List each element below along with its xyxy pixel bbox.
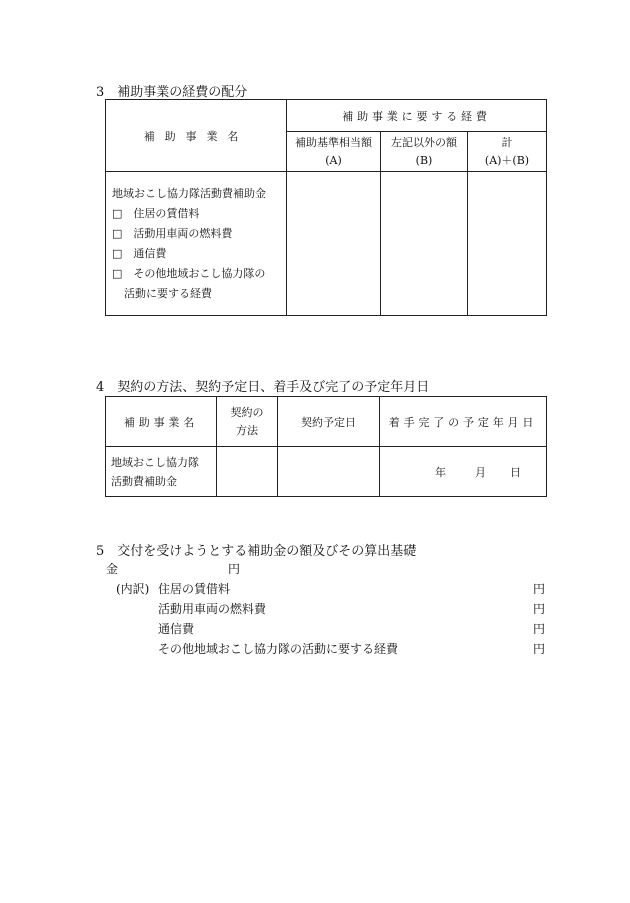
- breakdown-item-communication: 通信費: [158, 622, 195, 636]
- expense-allocation-table: [105, 99, 547, 316]
- header-expense: 補助事業に要する経費: [287, 100, 547, 132]
- header-contract-method: 契約の 方法: [217, 397, 278, 447]
- checkbox-item-rent: □ 住居の賃借料: [112, 207, 200, 220]
- amount-b-cell: [381, 172, 468, 316]
- section5-title: 5 交付を受けようとする補助金の額及びその算出基礎: [96, 544, 417, 559]
- header-project-name: 補助事業名: [106, 397, 217, 447]
- contract-method-cell: [217, 447, 278, 497]
- contract-schedule-table: [105, 396, 547, 497]
- day-label: 日: [510, 466, 521, 479]
- month-label: 月: [475, 466, 486, 479]
- checkbox-item-other-cont: 活動に要する経費: [124, 287, 212, 300]
- yen-communication: 円: [533, 622, 546, 636]
- checkbox-item-fuel: □ 活動用車両の燃料費: [112, 227, 233, 240]
- yen-other: 円: [533, 642, 546, 656]
- header-col-b: 左記以外の額 (B): [381, 132, 468, 172]
- project-name-cell: [106, 172, 287, 316]
- section4-title: 4 契約の方法、契約予定日、着手及び完了の予定年月日: [96, 380, 430, 395]
- project-title: 地域おこし協力隊活動費補助金: [112, 187, 266, 200]
- header-schedule: 着手完了の予定年月日: [380, 397, 547, 447]
- contract-date-cell: [278, 447, 380, 497]
- checkbox-item-communication: □ 通信費: [112, 247, 167, 260]
- breakdown-item-other: その他地域おこし協力隊の活動に要する経費: [158, 642, 399, 656]
- amount-a-cell: [287, 172, 381, 316]
- header-contract-date: 契約予定日: [278, 397, 380, 447]
- section3-title: 3 補助事業の経費の配分: [96, 85, 248, 100]
- header-col-a: 補助基準相当額 (A): [287, 132, 381, 172]
- breakdown-item-rent: 住居の賃借料: [158, 582, 231, 596]
- checkbox-item-other: □ その他地域おこし協力隊の: [112, 267, 266, 280]
- breakdown-label: (内訳): [116, 582, 150, 596]
- amount-total-cell: [468, 172, 547, 316]
- header-project-name: 補助事業名: [106, 100, 287, 172]
- amount-yen-label: 円: [228, 562, 241, 576]
- breakdown-item-fuel: 活動用車両の燃料費: [158, 602, 267, 616]
- schedule-date-cell: [380, 447, 547, 497]
- yen-fuel: 円: [533, 602, 546, 616]
- row-project-name: 地域おこし協力隊 活動費補助金: [106, 447, 217, 497]
- header-col-c: 計 (A)＋(B): [468, 132, 547, 172]
- yen-rent: 円: [533, 582, 546, 596]
- year-label: 年: [435, 466, 446, 479]
- amount-kin-label: 金: [106, 562, 119, 576]
